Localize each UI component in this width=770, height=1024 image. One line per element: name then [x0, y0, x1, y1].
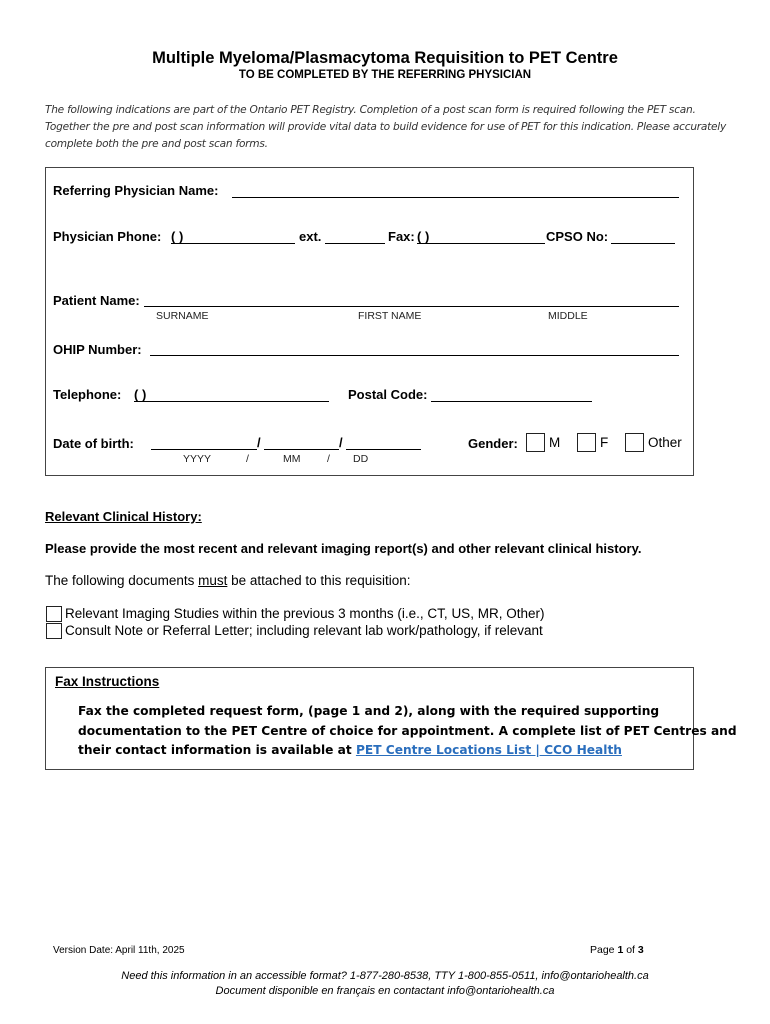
ohip-label: OHIP Number: — [53, 342, 142, 357]
dob-slash: / — [327, 453, 330, 465]
consult-note-label: Consult Note or Referral Letter; including relevant lab work/pathology, if relevant — [65, 623, 543, 638]
dob-slash: / — [257, 435, 261, 450]
fax-instructions-text: Fax the completed request form, (page 1 and 2), along with the required supporting documentation to the PET Centre of choice for appointment. A complete list of PET Centres and their contact information is available at PET Centre Locations List | CCO Health — [78, 704, 737, 757]
surname-label: SURNAME — [156, 310, 209, 322]
page-subtitle: TO BE COMPLETED BY THE REFERRING PHYSICIAN — [238, 69, 532, 81]
physician-phone-label: Physician Phone: — [53, 229, 162, 244]
documents-required-text: The following documents must be attached to this requisition: — [45, 573, 411, 588]
french-availability-note: Document disponible en français en contactant info@ontariohealth.ca — [215, 985, 555, 997]
telephone-label: Telephone: — [53, 387, 122, 402]
fax-instructions-heading: Fax Instructions — [55, 674, 160, 689]
intro-text: The following indications are part of the Ontario PET Registry. Completion of a post scan form is required following the PET scan. Together the pre and post scan information will provide vital data to build evidence for use of PET for this indication. Please accurately complete both the pre and post scan forms. — [45, 104, 727, 150]
referring-physician-label: Referring Physician Name: — [53, 183, 219, 198]
ohip-field[interactable] — [150, 355, 679, 356]
dob-slash: / — [339, 435, 343, 450]
dob-label: Date of birth: — [53, 436, 134, 451]
postal-code-label: Postal Code: — [348, 387, 428, 402]
version-date: Version Date: April 11th, 2025 — [53, 945, 185, 956]
telephone-field[interactable] — [134, 401, 329, 402]
ext-label: ext. — [299, 229, 322, 244]
clinical-history-heading: Relevant Clinical History: — [45, 509, 202, 524]
physician-phone-field[interactable] — [171, 243, 295, 244]
ext-field[interactable] — [325, 243, 385, 244]
gender-m-label: M — [549, 435, 561, 450]
referring-physician-field[interactable] — [232, 197, 679, 198]
gender-m-checkbox[interactable] — [526, 433, 545, 452]
dob-slash: / — [246, 453, 249, 465]
gender-other-label: Other — [648, 435, 682, 450]
dob-day-field[interactable] — [346, 449, 421, 450]
cpso-label: CPSO No: — [546, 229, 609, 244]
page-number: Page 1 of 3 — [590, 944, 644, 956]
gender-other-checkbox[interactable] — [625, 433, 644, 452]
physician-phone-paren: ( ) — [171, 229, 184, 244]
gender-label: Gender: — [468, 436, 518, 451]
mm-label: MM — [283, 453, 301, 465]
telephone-paren: ( ) — [134, 387, 147, 402]
fax-paren: ( ) — [417, 229, 430, 244]
postal-code-field[interactable] — [431, 401, 592, 402]
patient-name-label: Patient Name: — [53, 293, 140, 308]
accessible-format-note: Need this information in an accessible format? 1-877-280-8538, TTY 1-800-855-0511, info@ontariohealth.ca — [121, 970, 649, 982]
patient-name-field[interactable] — [144, 306, 679, 307]
imaging-studies-label: Relevant Imaging Studies within the previous 3 months (i.e., CT, US, MR, Other) — [65, 606, 545, 621]
yyyy-label: YYYY — [183, 453, 212, 465]
page-title: Multiple Myeloma/Plasmacytoma Requisition to PET Centre — [152, 49, 618, 67]
first-name-label: FIRST NAME — [358, 310, 422, 322]
fax-field[interactable] — [417, 243, 545, 244]
cpso-field[interactable] — [611, 243, 675, 244]
gender-f-checkbox[interactable] — [577, 433, 596, 452]
consult-note-checkbox[interactable] — [46, 623, 62, 639]
dob-year-field[interactable] — [151, 449, 257, 450]
imaging-studies-checkbox[interactable] — [46, 606, 62, 622]
gender-f-label: F — [600, 435, 609, 450]
pet-centre-locations-link[interactable]: PET Centre Locations List | CCO Health — [355, 743, 622, 757]
fax-label: Fax: — [388, 229, 415, 244]
middle-label: MIDDLE — [548, 310, 588, 322]
dob-month-field[interactable] — [264, 449, 339, 450]
dd-label: DD — [353, 453, 369, 465]
clinical-instruction: Please provide the most recent and relevant imaging report(s) and other relevant clinical history. — [45, 541, 642, 556]
